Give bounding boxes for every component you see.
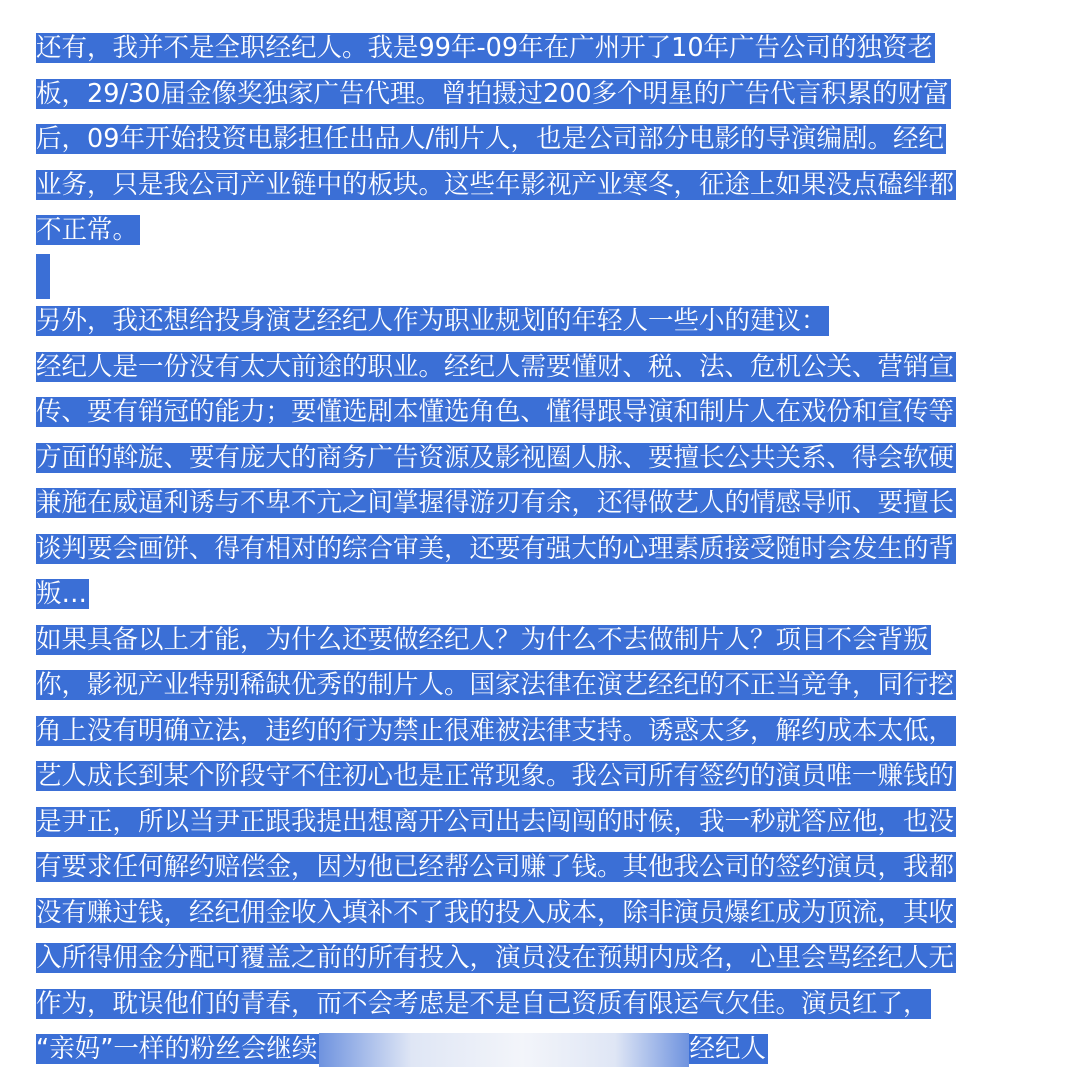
selected-text: 经纪人是一份没有太大前途的职业。经纪人需要懂财、税、法、危机公关、营销宣 (36, 351, 955, 382)
selected-text: 还有，我并不是全职经纪人。我是99年-09年在广州开了10年广告公司的独资老 (36, 33, 934, 63)
text-line (36, 390, 1066, 436)
text-line (36, 754, 1066, 800)
selected-text: 没有赚过钱，经纪佣金收入填补不了我的投入成本，除非演员爆红成为顶流，其收 (36, 897, 955, 928)
selected-text: 板，29/30届金像奖独家广告代理。曾拍摄过200多个明星的广告代言积累的财富 (36, 78, 949, 109)
text-line (36, 163, 1066, 209)
text-line (36, 117, 1066, 163)
text-line (36, 982, 1066, 1028)
blank-line (36, 254, 1066, 300)
text-line (36, 572, 1066, 618)
selected-text: 方面的斡旋、要有庞大的商务广告资源及影视圈人脉、要擅长公共关系、得会软硬 (36, 442, 955, 473)
document-body (36, 26, 1066, 1073)
selected-text: 叛… (36, 579, 88, 609)
selected-text: 后，09年开始投资电影担任出品人/制片人，也是公司部分电影的导演编剧。经纪 (36, 124, 945, 154)
text-line-last (36, 1027, 1066, 1073)
text-line (36, 208, 1066, 254)
selected-text: 是尹正，所以当尹正跟我提出想离开公司出去闯闯的时候，我一秒就答应他，也没 (36, 806, 955, 837)
text-line (36, 527, 1066, 573)
selected-text: 角上没有明确立法，违约的行为禁止很难被法律支持。诱惑太多，解约成本太低， (36, 715, 955, 746)
text-line (36, 663, 1066, 709)
selected-text: 作为，耽误他们的青春，而不会考虑是不是自己资质有限运气欠佳。演员红了， (36, 988, 929, 1019)
text-line (36, 845, 1066, 891)
selected-text: 传、要有销冠的能力；要懂选剧本懂选角色、懂得跟导演和制片人在戏份和宣传等 (36, 397, 955, 427)
selected-text: 不正常。 (36, 215, 139, 245)
text-line (36, 891, 1066, 937)
text-line (36, 618, 1066, 664)
text-line (36, 26, 1066, 72)
text-line (36, 72, 1066, 118)
selected-text: 艺人成长到某个阶段守不住初心也是正常现象。我公司所有签约的演员唯一赚钱的 (36, 761, 955, 791)
text-line (36, 936, 1066, 982)
blank-line-selection (36, 254, 50, 300)
selected-text: 如果具备以上才能，为什么还要做经纪人？为什么不去做制片人？项目不会背叛 (36, 624, 929, 655)
selected-text: 有要求任何解约赔偿金，因为他已经帮公司赚了钱。其他我公司的签约演员，我都 (36, 852, 955, 882)
text-line (36, 436, 1066, 482)
text-line (36, 481, 1066, 527)
selected-text: 另外，我还想给投身演艺经纪人作为职业规划的年轻人一些小的建议： (36, 306, 827, 336)
selected-text: 业务，只是我公司产业链中的板块。这些年影视产业寒冬，征途上如果没点磕绊都 (36, 169, 955, 200)
selected-text: “亲妈”一样的粉丝会继续 (36, 1034, 318, 1064)
blurred-region (319, 1033, 689, 1067)
text-line (36, 345, 1066, 391)
selected-text: 谈判要会画饼、得有相对的综合审美，还要有强大的心理素质接受随时会发生的背 (36, 533, 955, 564)
text-line (36, 709, 1066, 755)
selected-text: 入所得佣金分配可覆盖之前的所有投入，演员没在预期内成名，心里会骂经纪人无 (36, 943, 955, 973)
selected-text: 兼施在威逼利诱与不卑不亢之间掌握得游刃有余，还得做艺人的情感导师、要擅长 (36, 488, 955, 518)
text-line (36, 800, 1066, 846)
text-line (36, 299, 1066, 345)
selected-text: 经纪人 (689, 1034, 766, 1064)
selected-text: 你，影视产业特别稀缺优秀的制片人。国家法律在演艺经纪的不正当竞争，同行挖 (36, 670, 955, 700)
